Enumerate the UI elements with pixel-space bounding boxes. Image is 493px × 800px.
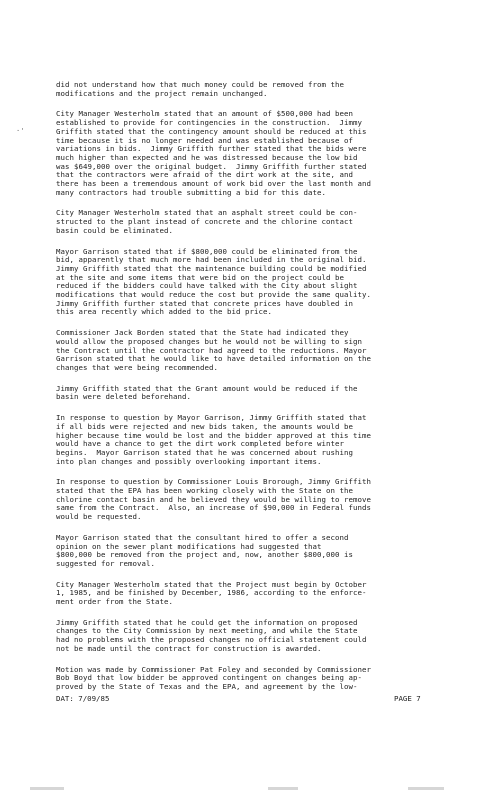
text-line: Bob Boyd that low bidder be approved contingent on changes being ap- (56, 673, 362, 683)
text-line: basin were deleted beforehand. (56, 392, 191, 402)
text-line: chlorine contact basin and he believed they would be willing to remove (56, 494, 371, 504)
minutes-paragraph (56, 478, 454, 522)
text-line: into plan changes and possibly overlooking important items. (56, 456, 322, 466)
text-line: structed to the plant instead of concrete and the chlorine contact (56, 217, 353, 227)
text-line: there has been a tremendous amount of work bid over the last month and (56, 179, 371, 189)
text-line: this area recently which added to the bid price. (56, 307, 272, 317)
minutes-paragraph (56, 414, 454, 466)
text-line: basin could be eliminated. (56, 225, 173, 235)
minutes-paragraph (56, 81, 454, 98)
text-line: variations in bids. Jimmy Griffith further stated that the bids were (56, 144, 367, 154)
footer-date: DAT: 7/09/85 (56, 694, 110, 703)
text-line: much higher than expected and he was distressed because the low bid (56, 152, 358, 162)
text-line: stated that the EPA has been working closely with the State on the (56, 486, 353, 496)
text-line: same from the Contract. Also, an increase of $90,000 in Federal funds (56, 503, 371, 513)
text-line: higher because time would be lost and the bidder approved at this time (56, 430, 371, 440)
text-line: bid, apparently that much more had been included in the original bid. (56, 255, 367, 265)
text-line: would have a chance to get the dirt work completed before winter (56, 439, 344, 449)
text-line: Griffith stated that the contingency amount should be reduced at this (56, 126, 367, 136)
text-line: City Manager Westerholm stated that an amount of $500,000 had been (56, 109, 353, 119)
text-line: City Manager Westerholm stated that an asphalt street could be con- (56, 208, 358, 218)
margin-mark: ·' (16, 127, 25, 135)
text-line: time because it is no longer needed and was established because of (56, 135, 353, 145)
text-line: Jimmy Griffith stated that he could get the information on proposed (56, 617, 358, 627)
minutes-paragraph (56, 534, 454, 569)
text-line: Jimmy Griffith further stated that concrete prices have doubled in (56, 298, 353, 308)
text-line: City Manager Westerholm stated that the Project must begin by October (56, 579, 367, 589)
text-line: at the site and some items that were bid on the project could be (56, 272, 344, 282)
minutes-paragraph (56, 209, 454, 235)
minutes-paragraph (56, 110, 454, 197)
text-line: had no problems with the proposed changes no official statement could (56, 635, 367, 645)
text-line: changes to the City Commission by next meeting, and while the State (56, 626, 358, 636)
text-line: begins. Mayor Garrison stated that he was concerned about rushing (56, 447, 353, 457)
text-line: established to provide for contingencies in the construction. Jimmy (56, 118, 362, 128)
text-line: modifications that would reduce the cost but provide the same quality. (56, 290, 371, 300)
scan-artifact (268, 787, 298, 790)
scan-artifact (408, 787, 444, 790)
text-line: the Contract until the contractor had agreed to the reductions. Mayor (56, 345, 367, 355)
text-line: that the contractors were afraid of the dirt work at the site, and (56, 170, 353, 180)
text-line: suggested for removal. (56, 558, 155, 568)
text-line: modifications and the project remain unchanged. (56, 88, 268, 98)
text-line: Garrison stated that he would like to have detailed information on the (56, 354, 371, 364)
text-line: Motion was made by Commissioner Pat Foley and seconded by Commissioner (56, 664, 371, 674)
minutes-paragraph (56, 619, 454, 654)
text-line: many contractors had trouble submitting a bid for this date. (56, 187, 326, 197)
text-line: not be made until the contract for construction is awarded. (56, 643, 322, 653)
text-line: In response to question by Commissioner Louis Brorough, Jimmy Griffith (56, 477, 371, 487)
text-line: ment order from the State. (56, 597, 173, 607)
text-line: Commissioner Jack Borden stated that the State had indicated they (56, 328, 349, 338)
text-line: opinion on the sewer plant modifications had suggested that (56, 541, 322, 551)
scan-artifact (30, 787, 64, 790)
text-line: reduced if the bidders could have talked with the City about slight (56, 281, 358, 291)
text-line: would be requested. (56, 512, 142, 522)
text-line: would allow the proposed changes but he would not be willing to sign (56, 336, 362, 346)
text-line: $800,000 be removed from the project and, now, another $800,000 is (56, 550, 353, 560)
text-line: In response to question by Mayor Garrison, Jimmy Griffith stated that (56, 413, 367, 423)
text-line: Mayor Garrison stated that the consultant hired to offer a second (56, 532, 349, 542)
minutes-paragraph (56, 385, 454, 402)
minutes-paragraph (56, 666, 454, 692)
text-line: Jimmy Griffith stated that the Grant amount would be reduced if the (56, 383, 358, 393)
footer-page-number: PAGE 7 (394, 694, 421, 703)
minutes-paragraph (56, 329, 454, 373)
text-line: 1, 1985, and be finished by December, 1986, according to the enforce- (56, 588, 367, 598)
text-line: Jimmy Griffith stated that the maintenance building could be modified (56, 263, 367, 273)
text-line: was $649,000 over the original budget. Jimmy Griffith further stated (56, 161, 367, 171)
text-line: if all bids were rejected and new bids taken, the amounts would be (56, 421, 353, 431)
text-line: changes that were being recommended. (56, 362, 218, 372)
text-line: proved by the State of Texas and the EPA, and agreement by the low- (56, 681, 358, 691)
minutes-paragraph (56, 248, 454, 318)
text-line: Mayor Garrison stated that if $800,000 could be eliminated from the (56, 246, 358, 256)
minutes-paragraph (56, 581, 454, 607)
minutes-body (56, 81, 454, 704)
text-line: did not understand how that much money could be removed from the (56, 80, 344, 89)
